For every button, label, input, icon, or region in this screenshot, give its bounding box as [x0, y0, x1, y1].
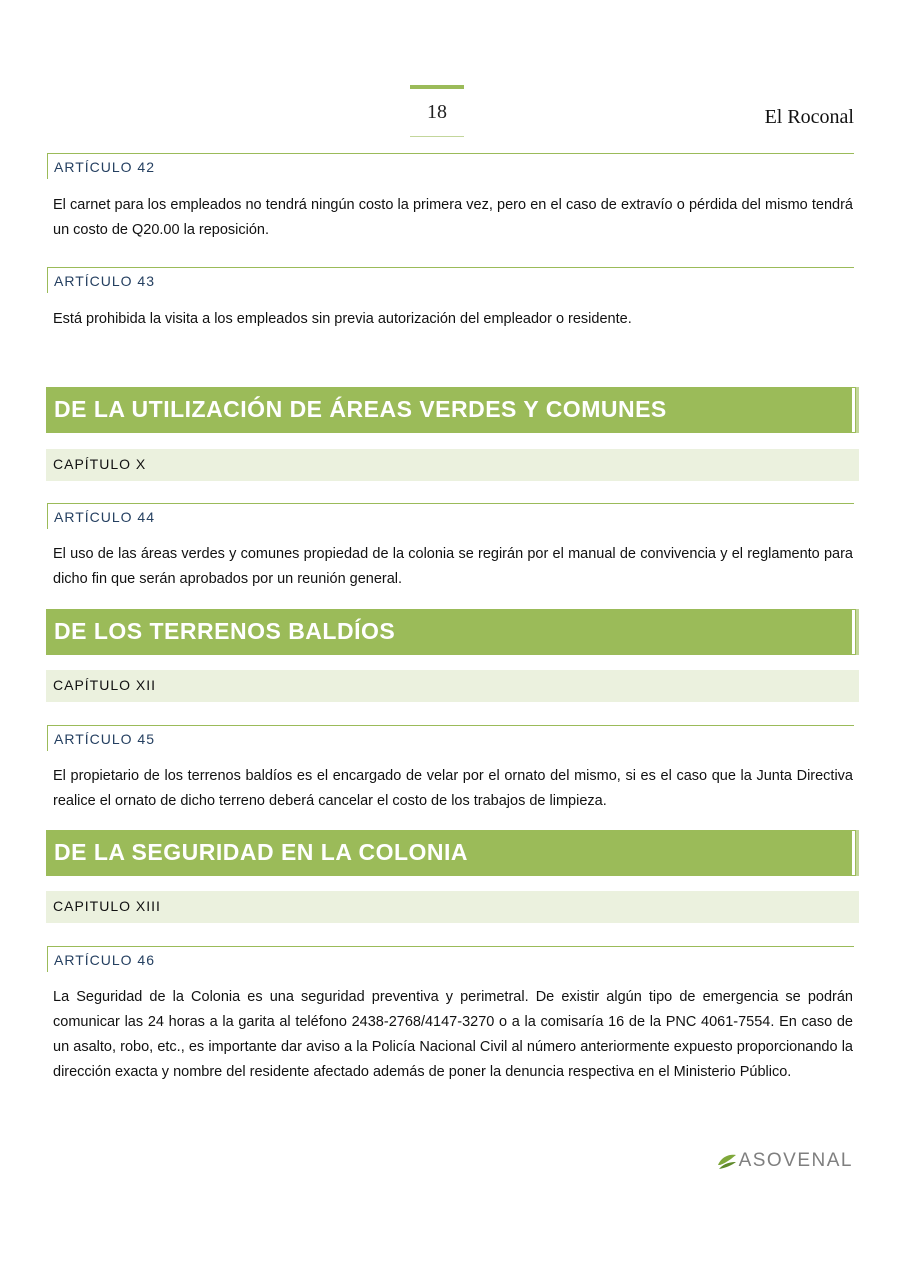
section-heading-terrenos-baldios: DE LOS TERRENOS BALDÍOS: [46, 609, 859, 655]
page-number: 18: [410, 85, 464, 137]
document-title: El Roconal: [764, 106, 854, 128]
article-42-heading: ARTÍCULO 42: [47, 153, 854, 179]
article-46-text: La Seguridad de la Colonia es una seguridad preventiva y perimetral. De existir algún tipo de emergencia se podrán comunicar las 24 horas a la garita al teléfono 2438-2768/4147-3270 o a la comisaría 16 de la PNC 4061-7554. En caso de un asalto, robo, etc., es importante dar aviso a la Policía Nacional Civil al número anteriormente expuesto proporcionando la dirección exacta y nombre del residente afectado además de poner la denuncia respectiva en el Ministerio Público.: [53, 989, 853, 1080]
article-44-text: El uso de las áreas verdes y comunes propiedad de la colonia se regirán por el manual de convivencia y el reglamento para dicho fin que serán aprobados por un reunión general.: [53, 546, 853, 587]
article-43-text: Está prohibida la visita a los empleados sin previa autorización del empleador o residente.: [53, 311, 632, 327]
section-heading-areas-verdes: DE LA UTILIZACIÓN DE ÁREAS VERDES Y COMUNES: [46, 387, 859, 433]
leaf-icon: [717, 1152, 737, 1170]
section-heading-seguridad: DE LA SEGURIDAD EN LA COLONIA: [46, 830, 859, 876]
chapter-x-heading: CAPÍTULO X: [46, 449, 859, 481]
asovenal-logo: [717, 1150, 853, 1172]
logo-wordmark: ASOVENAL: [738, 1150, 853, 1171]
chapter-xii-heading: CAPÍTULO XII: [46, 670, 859, 702]
article-42-text: El carnet para los empleados no tendrá ningún costo la primera vez, pero en el caso de extravío o pérdida del mismo tendrá un costo de Q20.00 la reposición.: [53, 197, 853, 238]
article-45-heading: ARTÍCULO 45: [47, 725, 854, 751]
article-46-heading: ARTÍCULO 46: [47, 946, 854, 972]
chapter-xiii-heading: CAPITULO XIII: [46, 891, 859, 923]
article-44-heading: ARTÍCULO 44: [47, 503, 854, 529]
article-43-heading: ARTÍCULO 43: [47, 267, 854, 293]
article-45-text: El propietario de los terrenos baldíos es el encargado de velar por el ornato del mismo, si es el caso que la Junta Directiva realice el ornato de dicho terreno deberá cancelar el costo de los trabajos de limpieza.: [53, 768, 853, 809]
